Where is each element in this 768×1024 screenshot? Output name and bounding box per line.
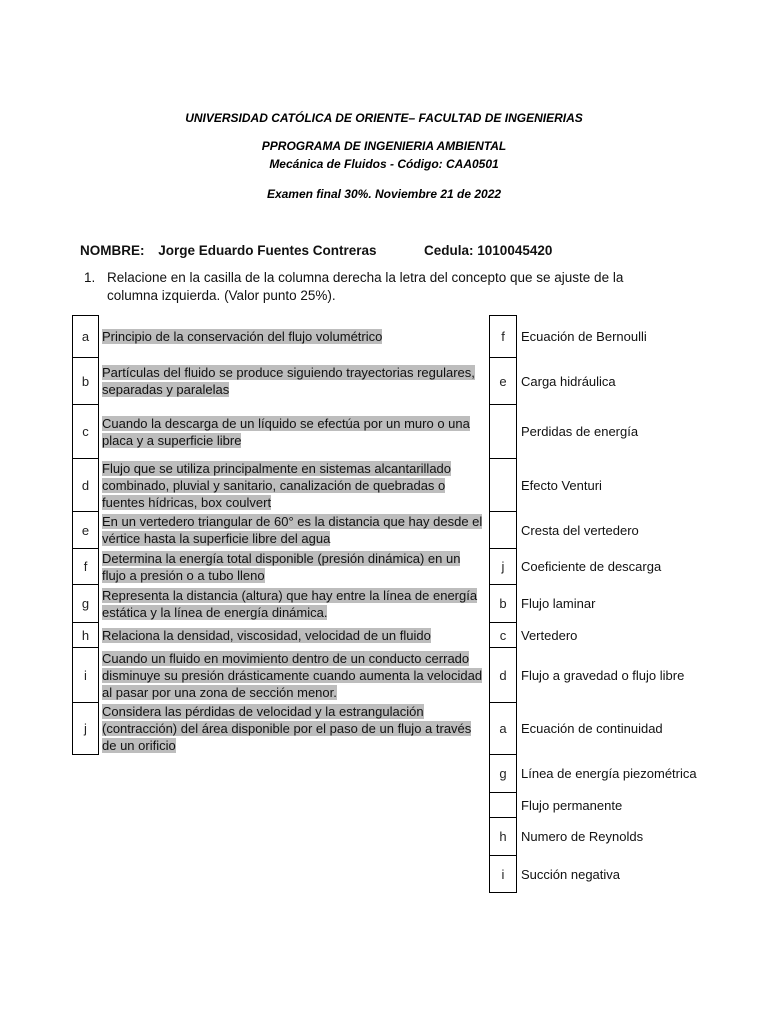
answer-row (490, 358, 762, 405)
answer-cell[interactable]: a (490, 703, 517, 755)
answer-row (490, 648, 762, 703)
answer-row (490, 405, 762, 459)
answer-row (490, 623, 762, 648)
student-name: Jorge Eduardo Fuentes Contreras (158, 243, 377, 258)
answer-concept: Efecto Venturi (521, 477, 602, 493)
exam-heading: Examen final 30%. Noviembre 21 de 2022 (266, 187, 502, 201)
answer-concept: Línea de energía piezométrica (521, 766, 697, 781)
answer-row (490, 459, 762, 512)
program-heading: PPROGRAMA DE INGENIERIA AMBIENTAL (261, 139, 507, 153)
name-label: NOMBRE: (80, 243, 145, 258)
answer-concept: Succión negativa (521, 866, 621, 882)
concept-row (73, 358, 491, 405)
concept-description: Relaciona la densidad, viscosidad, velocidad de un fluido (102, 627, 431, 643)
concept-description: Cuando un fluido en movimiento dentro de un conducto cerrado disminuye su presión drásticamente cuando aumenta la velocidad al pasar por una zona de sección menor. (102, 650, 483, 700)
answer-concept: Numero de Reynolds (521, 829, 644, 844)
question-number: 1. (84, 270, 96, 285)
concept-row (73, 512, 491, 549)
answer-cell[interactable] (490, 405, 517, 459)
concepts-table (72, 315, 491, 755)
concept-letter: h (73, 623, 99, 648)
question-text: Relacione en la casilla de la columna derecha la letra del concepto que se ajuste de la columna izquierda. (Valor punto 25%). (107, 270, 624, 303)
concept-description: Flujo que se utiliza principalmente en sistemas alcantarillado combinado, pluvial y sanitario, canalización de quebradas o fuentes hídricas, box coulvert (102, 460, 452, 510)
answer-cell[interactable] (490, 793, 517, 818)
concept-description: En un vertedero triangular de 60° es la distancia que hay desde el vértice hasta la superficie libre del agua (102, 514, 483, 546)
university-heading: UNIVERSIDAD CATÓLICA DE ORIENTE– FACULTAD DE INGENIERIAS (185, 111, 583, 125)
concept-letter: d (73, 459, 99, 512)
concept-description: Cuando la descarga de un líquido se efectúa por un muro o una placa y a superficie libre (102, 415, 470, 448)
answer-row (490, 316, 762, 358)
answer-concept: Ecuación de continuidad (521, 721, 663, 736)
concept-row (73, 623, 491, 648)
student-id: 1010045420 (477, 243, 553, 258)
concept-row (73, 585, 491, 623)
student-info (80, 243, 553, 258)
concept-description: Determina la energía total disponible (presión dinámica) en un flujo a presión o a tubo lleno (102, 550, 461, 583)
answer-row (490, 585, 762, 623)
answer-cell[interactable] (490, 512, 517, 549)
concept-letter: j (73, 703, 99, 755)
answer-cell[interactable]: e (490, 358, 517, 405)
answer-row (490, 755, 762, 793)
course-heading: Mecánica de Fluidos - Código: CAA0501 (269, 157, 499, 171)
answer-concept: Coeficiente de descarga (521, 559, 662, 574)
concept-row (73, 648, 491, 703)
concept-row (73, 405, 491, 459)
concept-letter: a (73, 316, 99, 358)
answer-row (490, 818, 762, 856)
answer-concept: Cresta del vertedero (521, 522, 639, 538)
id-label: Cedula: (424, 243, 474, 258)
answer-concept: Flujo laminar (521, 596, 596, 611)
answer-cell[interactable]: f (490, 316, 517, 358)
concept-letter: i (73, 648, 99, 703)
answer-cell[interactable]: j (490, 549, 517, 585)
answer-cell[interactable]: d (490, 648, 517, 703)
concept-description: Representa la distancia (altura) que hay entre la línea de energía estática y la línea de energía dinámica. (102, 587, 478, 620)
answer-concept: Carga hidráulica (521, 373, 616, 389)
concept-letter: c (73, 405, 99, 459)
concept-row (73, 459, 491, 512)
concept-letter: f (73, 549, 99, 585)
answer-row (490, 856, 762, 893)
answer-concept: Ecuación de Bernoulli (521, 329, 647, 344)
student-id-group (424, 243, 552, 258)
answer-concept: Flujo permanente (521, 797, 623, 813)
concept-letter: e (73, 512, 99, 549)
answer-row (490, 512, 762, 549)
answer-cell[interactable] (490, 459, 517, 512)
answer-cell[interactable]: c (490, 623, 517, 648)
answer-cell[interactable]: i (490, 856, 517, 893)
answer-concept: Perdidas de energía (521, 424, 639, 439)
concept-row (73, 703, 491, 755)
answer-cell[interactable]: g (490, 755, 517, 793)
answer-concept: Vertedero (521, 627, 578, 643)
concept-description: Considera las pérdidas de velocidad y la estrangulación (contracción) del área disponible por el paso de un flujo a través de un orificio (102, 704, 472, 753)
concept-letter: g (73, 585, 99, 623)
concept-row (73, 316, 491, 358)
answer-row (490, 793, 762, 818)
answer-cell[interactable]: h (490, 818, 517, 856)
answer-row (490, 703, 762, 755)
answer-cell[interactable]: b (490, 585, 517, 623)
answer-concept: Flujo a gravedad o flujo libre (521, 667, 685, 683)
concept-description: Principio de la conservación del flujo volumétrico (102, 329, 383, 344)
answer-row (490, 549, 762, 585)
answers-table (489, 315, 762, 893)
concept-description: Partículas del fluido se produce siguiendo trayectorias regulares, separadas y paralelas (102, 365, 475, 397)
concept-row (73, 549, 491, 585)
concept-letter: b (73, 358, 99, 405)
